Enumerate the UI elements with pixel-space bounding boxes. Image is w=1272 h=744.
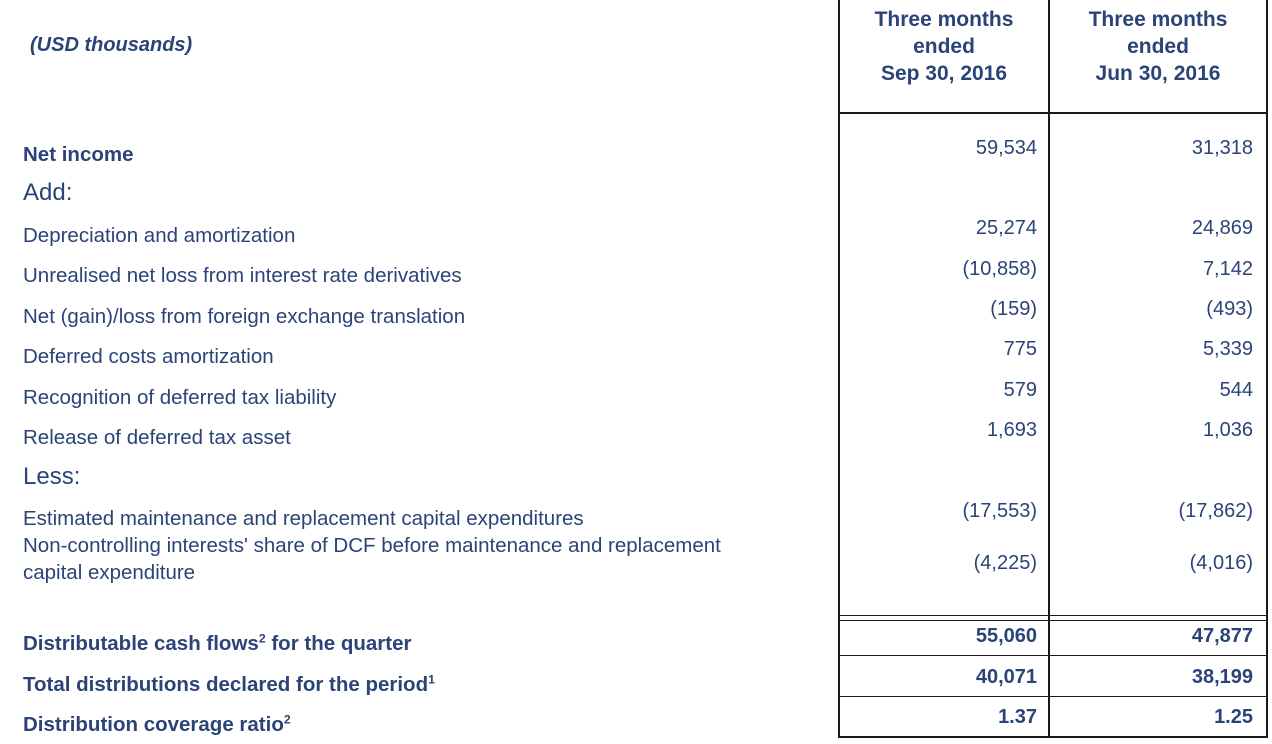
net-income-jun: 31,318 <box>1191 137 1253 159</box>
header-rule <box>838 112 1268 114</box>
footnote-2-marker: 2 <box>258 631 266 646</box>
dcf-label-suffix: for the quarter <box>265 632 412 655</box>
dcf-rule <box>838 655 1268 656</box>
table-bottom-rule <box>838 736 1268 738</box>
coverage-jun: 1.25 <box>1214 706 1253 728</box>
deferred-tax-liability-sep: 579 <box>1003 379 1037 401</box>
col1-line1: Three months <box>874 8 1014 31</box>
deferred-tax-liability-jun: 544 <box>1219 379 1253 401</box>
unrealised-sep: (10,858) <box>962 258 1037 280</box>
fx-sep: (159) <box>990 298 1037 320</box>
row-label-coverage <box>23 711 291 738</box>
row-label-deferred-tax-asset: Release of deferred tax asset <box>23 426 291 449</box>
capex-sep: (17,553) <box>962 500 1037 522</box>
col2-line3: Jun 30, 2016 <box>1095 62 1221 85</box>
distributions-jun: 38,199 <box>1191 666 1253 688</box>
deferred-costs-jun: 5,339 <box>1202 338 1253 360</box>
deferred-tax-asset-jun: 1,036 <box>1202 419 1253 441</box>
column-header-sep-2016 <box>840 6 1048 87</box>
column-header-jun-2016 <box>1054 6 1262 87</box>
footnote-2-marker-coverage: 2 <box>283 712 291 727</box>
row-label-deferred-costs: Deferred costs amortization <box>23 345 274 368</box>
dcf-sep: 55,060 <box>975 625 1037 647</box>
nci-jun: (4,016) <box>1189 552 1253 574</box>
col2-line2: ended <box>1127 35 1189 58</box>
distributions-sep: 40,071 <box>975 666 1037 688</box>
coverage-sep: 1.37 <box>998 706 1037 728</box>
dcf-jun: 47,877 <box>1191 625 1253 647</box>
distributions-label-text: Total distributions declared for the period <box>23 673 429 696</box>
depreciation-jun: 24,869 <box>1191 217 1253 239</box>
subtotal-rule-double <box>838 620 1268 621</box>
row-label-distributions <box>23 671 435 698</box>
section-less: Less: <box>23 463 81 490</box>
deferred-costs-sep: 775 <box>1003 338 1037 360</box>
row-label-nci-line1: Non-controlling interests' share of DCF before maintenance and replacement <box>23 534 721 557</box>
col1-line2: ended <box>913 35 975 58</box>
row-label-capex: Estimated maintenance and replacement capital expenditures <box>23 507 584 530</box>
capex-jun: (17,862) <box>1178 500 1253 522</box>
row-label-deferred-tax-liability: Recognition of deferred tax liability <box>23 386 337 409</box>
row-label-depreciation: Depreciation and amortization <box>23 224 296 247</box>
fx-jun: (493) <box>1206 298 1253 320</box>
column-divider-right <box>1266 0 1268 738</box>
col2-line1: Three months <box>1088 8 1228 31</box>
column-divider-left <box>838 0 840 738</box>
row-label-dcf <box>23 630 411 657</box>
footnote-1-marker: 1 <box>428 672 435 687</box>
column-divider-middle <box>1048 0 1050 738</box>
section-add: Add: <box>23 179 73 206</box>
col1-line3: Sep 30, 2016 <box>880 62 1008 85</box>
deferred-tax-asset-sep: 1,693 <box>986 419 1037 441</box>
nci-sep: (4,225) <box>973 552 1037 574</box>
row-label-unrealised: Unrealised net loss from interest rate derivatives <box>23 264 462 287</box>
depreciation-sep: 25,274 <box>975 217 1037 239</box>
subtotal-rule <box>838 615 1268 616</box>
coverage-label-text: Distribution coverage ratio <box>23 713 284 736</box>
row-label-fx: Net (gain)/loss from foreign exchange translation <box>23 305 466 328</box>
row-label-net-income: Net income <box>23 143 134 166</box>
net-income-sep: 59,534 <box>975 137 1037 159</box>
distributions-rule <box>838 696 1268 697</box>
units-label: (USD thousands) <box>30 34 193 56</box>
dcf-label-text: Distributable cash flows <box>23 632 259 655</box>
row-label-nci-line2: capital expenditure <box>23 561 196 584</box>
unrealised-jun: 7,142 <box>1202 258 1253 280</box>
